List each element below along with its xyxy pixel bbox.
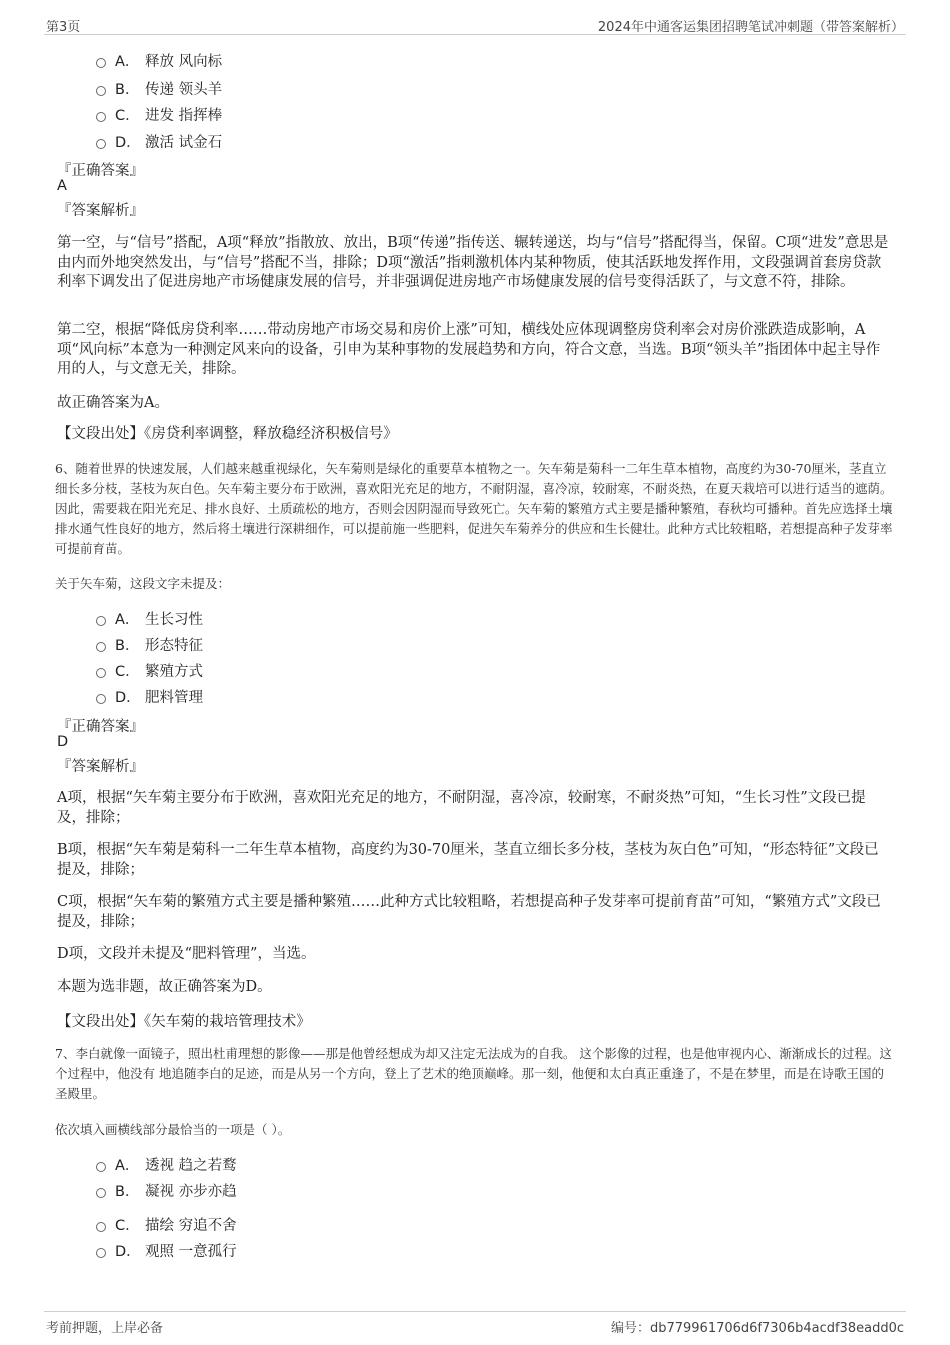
q7-option-c[interactable]: C． 描绘 穷追不舍: [96, 1214, 237, 1236]
radio-icon[interactable]: [96, 58, 106, 68]
q7-question: 依次填入画横线部分最恰当的一项是（ ）。: [55, 1122, 291, 1137]
q6-question: 关于矢车菊，这段文字未提及：: [55, 576, 231, 591]
q6-analysis-label: 『答案解析』: [57, 759, 144, 775]
radio-icon[interactable]: [96, 1222, 106, 1232]
document-id: 编号：db779961706d6f7306b4acdf38eadd0c: [610, 1321, 904, 1336]
q6-option-b[interactable]: B． 形态特征: [96, 634, 203, 656]
q6-option-d[interactable]: D． 肥料管理: [96, 686, 203, 708]
radio-icon[interactable]: [96, 642, 106, 652]
q6-answer-label: 『正确答案』: [57, 719, 144, 735]
q6-analysis-paragraph: D项，文段并未提及“肥料管理”，当选。: [57, 946, 316, 962]
q6-analysis-paragraph: C项，根据“矢车菊的繁殖方式主要是播种繁殖……此种方式比较粗略，若想提高种子发芽率可提前育苗”可知，“繁殖方式”文段已提及，排除；: [57, 894, 881, 930]
q5-analysis-paragraph: 第二空，根据“降低房贷利率……带动房地产市场交易和房价上涨”可知，横线处应体现调整房贷利率会对房价涨跌造成影响，A项“风向标”本意为一种测定风来向的设备，引申为某种事物的发展趋势和方向，符合文意，当选。B项“领头羊”指团体中起主导作用的人，与文意无关，排除。: [57, 322, 881, 377]
q5-option-b[interactable]: B． 传递 领头羊: [96, 78, 222, 100]
page-number: 第3页: [46, 20, 81, 35]
q5-answer: A: [57, 178, 67, 194]
footer-slogan: 考前押题，上岸必备: [46, 1321, 164, 1336]
radio-icon[interactable]: [96, 1188, 106, 1198]
q5-analysis-paragraph: 第一空，与“信号”搭配，A项“释放”指散放、放出，B项“传递”指传送、辗转递送，均与“信号”搭配得当，保留。C项“进发”意思是由内而外地突然发出，与“信号”搭配不当，排除；D项“激活”指刺激机体内某种物质，使其活跃地发挥作用，文段强调首套房贷款利率下调发出了促进房地产市场健康发展的信号，并非强调促进房地产市场健康发展的信号变得活跃了，与文意不符，排除。: [57, 235, 889, 290]
q7-stem: 7、李白就像一面镜子，照出杜甫理想的影像——那是他曾经想成为却又注定无法成为的自我。 这个影像的过程，也是他审视内心、渐渐成长的过程。这个过程中，他没有 地追随李白的足迹，而是从另一个方向，登上了艺术的绝顶巅峰。那一刻，他便和太白真正重逢了，不是在梦里，而是在诗歌王国的圣殿里。: [55, 1046, 892, 1101]
q6-option-a[interactable]: A． 生长习性: [96, 608, 203, 630]
radio-icon[interactable]: [96, 668, 106, 678]
q5-analysis-conclusion: 故正确答案为A。: [57, 395, 169, 411]
radio-icon[interactable]: [96, 616, 106, 626]
q6-stem: 6、随着世界的快速发展，人们越来越重视绿化，矢车菊则是绿化的重要草本植物之一。矢车菊是菊科一二年生草本植物，高度约为30-70厘米，茎直立细长多分枝，茎枝为灰白色。矢车菊主要分布于欧洲，喜欢阳光充足的地方，不耐阴湿，喜冷凉，较耐寒，不耐炎热，在夏天栽培可以进行适当的遮荫。因此，需要栽在阳光充足、排水良好、土质疏松的地方，否则会因阴湿而导致死亡。矢车菊的繁殖方式主要是播种繁殖，春秋均可播种。首先应选择土壤排水通气性良好的地方，然后将土壤进行深耕细作，可以提前施一些肥料，促进矢车菊养分的供应和生长健壮。此种方式比较粗略，若想提高种子发芽率可提前育苗。: [55, 461, 893, 556]
q7-option-b[interactable]: B． 凝视 亦步亦趋: [96, 1180, 237, 1202]
radio-icon[interactable]: [96, 86, 106, 96]
q6-source: 【文段出处】《矢车菊的栽培管理技术》: [57, 1014, 311, 1030]
radio-icon[interactable]: [96, 139, 106, 149]
q6-analysis-conclusion: 本题为选非题，故正确答案为D。: [57, 979, 272, 995]
q6-analysis-paragraph: B项，根据“矢车菊是菊科一二年生草本植物，高度约为30-70厘米，茎直立细长多分枝，茎枝为灰白色”可知，“形态特征”文段已提及，排除；: [57, 842, 879, 878]
document-title: 2024年中通客运集团招聘笔试冲刺题（带答案解析）: [597, 20, 904, 35]
page-footer: [44, 1311, 906, 1336]
q5-analysis-label: 『答案解析』: [57, 203, 144, 219]
radio-icon[interactable]: [96, 112, 106, 122]
radio-icon[interactable]: [96, 1162, 106, 1172]
q5-option-c[interactable]: C． 进发 指挥棒: [96, 104, 222, 126]
q6-analysis-paragraph: A项，根据“矢车菊主要分布于欧洲，喜欢阳光充足的地方，不耐阴湿，喜冷凉，较耐寒，不耐炎热”可知，“生长习性”文段已提及，排除；: [57, 790, 866, 826]
q7-option-d[interactable]: D． 观照 一意孤行: [96, 1240, 237, 1262]
q6-answer: D: [57, 734, 69, 750]
q5-option-d[interactable]: D． 激活 试金石: [96, 131, 222, 153]
q6-option-c[interactable]: C． 繁殖方式: [96, 660, 203, 682]
radio-icon[interactable]: [96, 694, 106, 704]
radio-icon[interactable]: [96, 1248, 106, 1258]
page-header: [44, 14, 906, 35]
q5-answer-label: 『正确答案』: [57, 163, 144, 179]
q5-option-a[interactable]: A． 释放 风向标: [96, 50, 222, 72]
q7-option-a[interactable]: A． 透视 趋之若鹜: [96, 1154, 237, 1176]
q5-source: 【文段出处】《房贷利率调整，释放稳经济积极信号》: [57, 426, 398, 442]
